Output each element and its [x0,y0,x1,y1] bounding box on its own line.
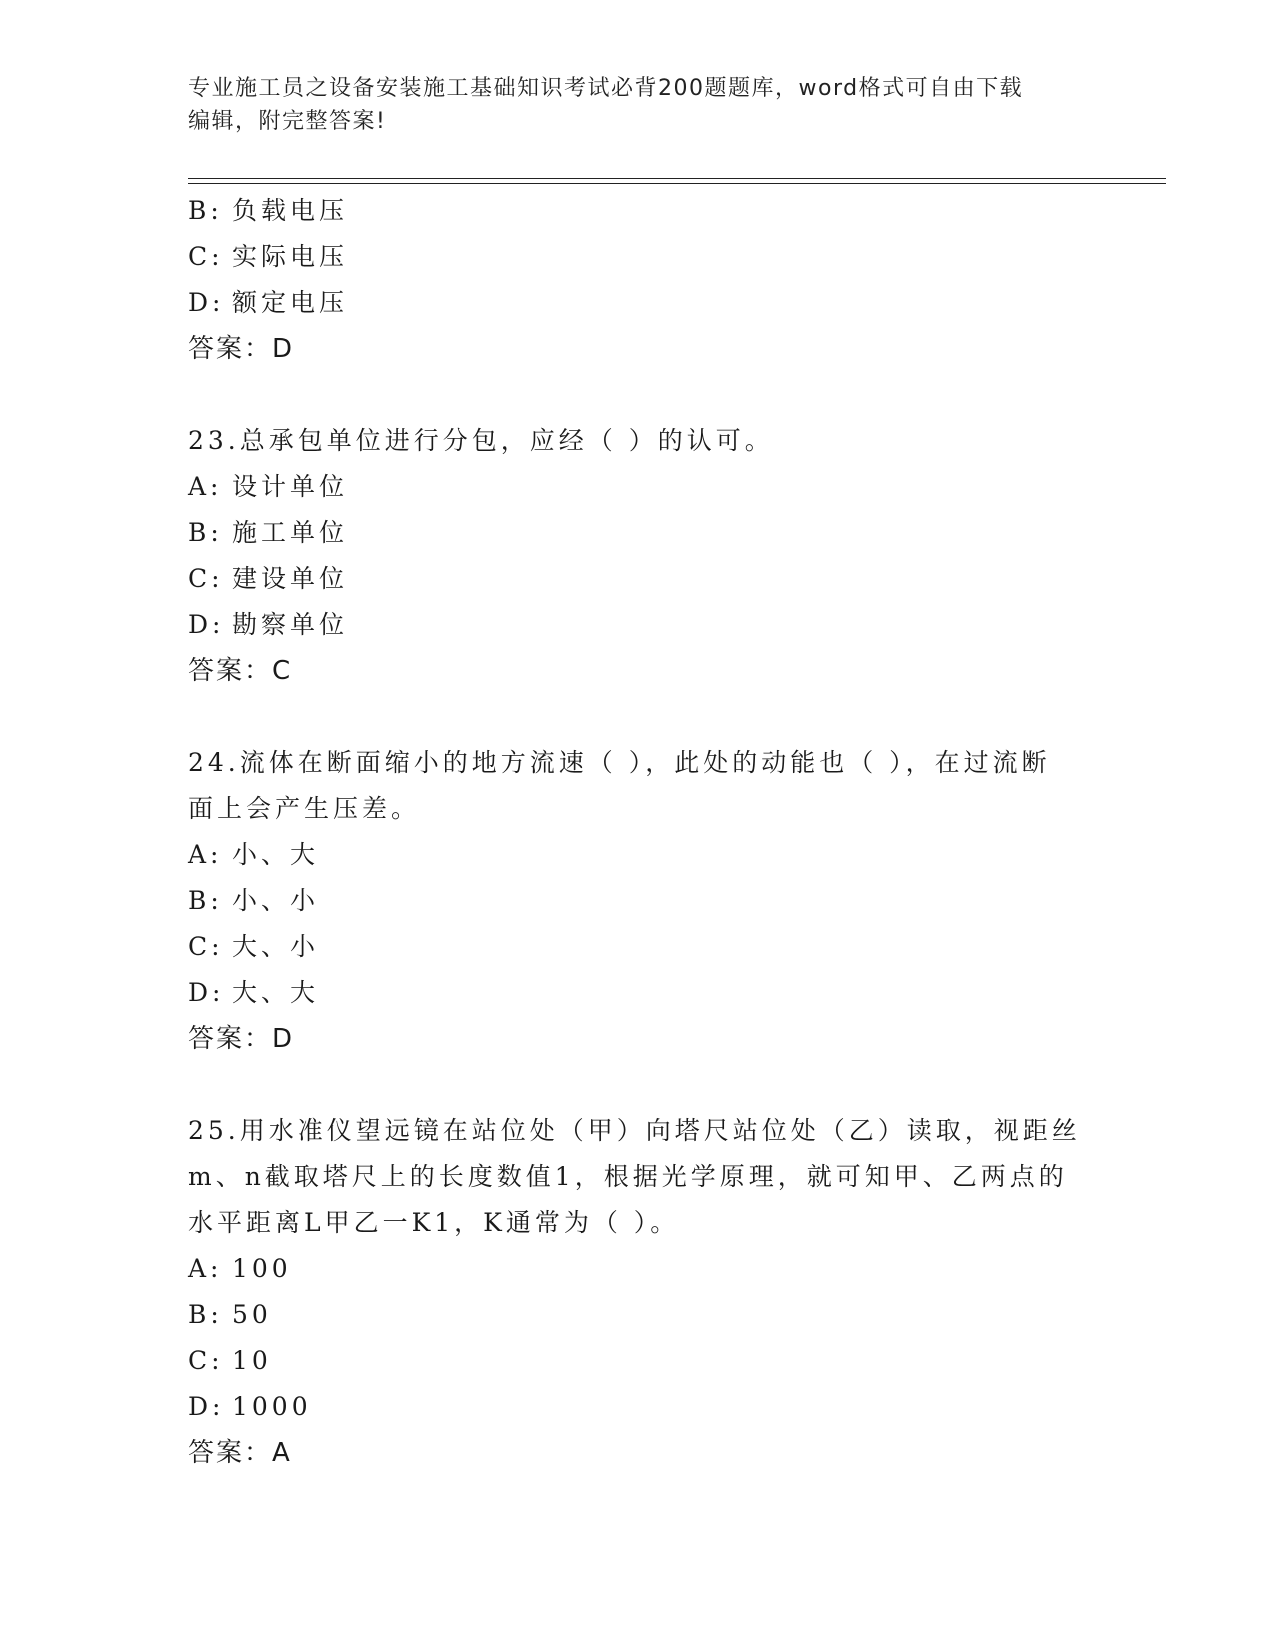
question-text-line-3: 水平距离L甲乙一K1，K通常为（ ）。 [188,1208,680,1237]
option-d [188,1384,1088,1430]
option-a [188,464,1088,510]
option-a [188,832,1088,878]
option-b [188,188,1088,234]
question-25 [188,1108,1088,1476]
option-text: 小、小 [232,886,320,915]
option-b [188,1292,1088,1338]
option-text: 100 [232,1254,292,1283]
option-c [188,1338,1088,1384]
question-text-line-1: 25.用水准仪望远镜在站位处（甲）向塔尺站位处（乙）读取，视距丝 [188,1116,1081,1145]
option-text: 大、大 [232,978,320,1007]
option-letter: C: [188,242,224,271]
option-letter: C: [188,932,224,961]
header-divider-bottom [188,183,1166,184]
option-text: 小、大 [232,840,320,869]
option-letter: B: [188,886,223,915]
option-b [188,510,1088,556]
header-divider-top [188,178,1166,179]
option-letter: A: [188,472,223,501]
option-letter: D: [188,610,225,639]
option-letter: B: [188,196,223,225]
option-letter: D: [188,288,225,317]
question-24 [188,740,1088,1062]
option-a [188,1246,1088,1292]
carryover-question [188,188,1088,372]
option-letter: C: [188,1346,224,1375]
option-text: 实际电压 [232,242,349,271]
answer-line: 答案：D [188,334,295,364]
option-letter: D: [188,1392,225,1421]
question-23 [188,418,1088,694]
option-text: 1000 [232,1392,312,1421]
option-letter: A: [188,840,223,869]
option-d [188,602,1088,648]
option-text: 大、小 [232,932,320,961]
option-letter: B: [188,1300,223,1329]
question-text-line-1: 24.流体在断面缩小的地方流速（ ），此处的动能也（ ），在过流断 [188,748,1051,777]
option-letter: C: [188,564,224,593]
question-text-line-2: m、n截取塔尺上的长度数值1，根据光学原理，就可知甲、乙两点的 [188,1162,1068,1191]
option-text: 50 [232,1300,272,1329]
option-letter: A: [188,1254,223,1283]
option-letter: B: [188,518,223,547]
option-c [188,234,1088,280]
answer-line: 答案：D [188,1024,295,1054]
option-d [188,970,1088,1016]
option-letter: D: [188,978,225,1007]
option-b [188,878,1088,924]
header-line-1: 专业施工员之设备安装施工基础知识考试必背200题题库，word格式可自由下载 [188,76,1024,101]
option-text: 勘察单位 [232,610,349,639]
question-list [188,188,1088,1476]
answer-line: 答案：A [188,1438,292,1468]
header-line-2: 编辑，附完整答案! [188,109,387,134]
option-c [188,924,1088,970]
answer-line: 答案：C [188,656,293,686]
option-text: 建设单位 [232,564,349,593]
option-text: 施工单位 [232,518,349,547]
option-c [188,556,1088,602]
option-text: 设计单位 [232,472,349,501]
option-d [188,280,1088,326]
option-text: 负载电压 [232,196,349,225]
question-text-line-2: 面上会产生压差。 [188,794,421,823]
option-text: 额定电压 [232,288,349,317]
document-header [188,72,1088,138]
question-text: 23.总承包单位进行分包，应经（ ）的认可。 [188,426,774,455]
option-text: 10 [232,1346,272,1375]
